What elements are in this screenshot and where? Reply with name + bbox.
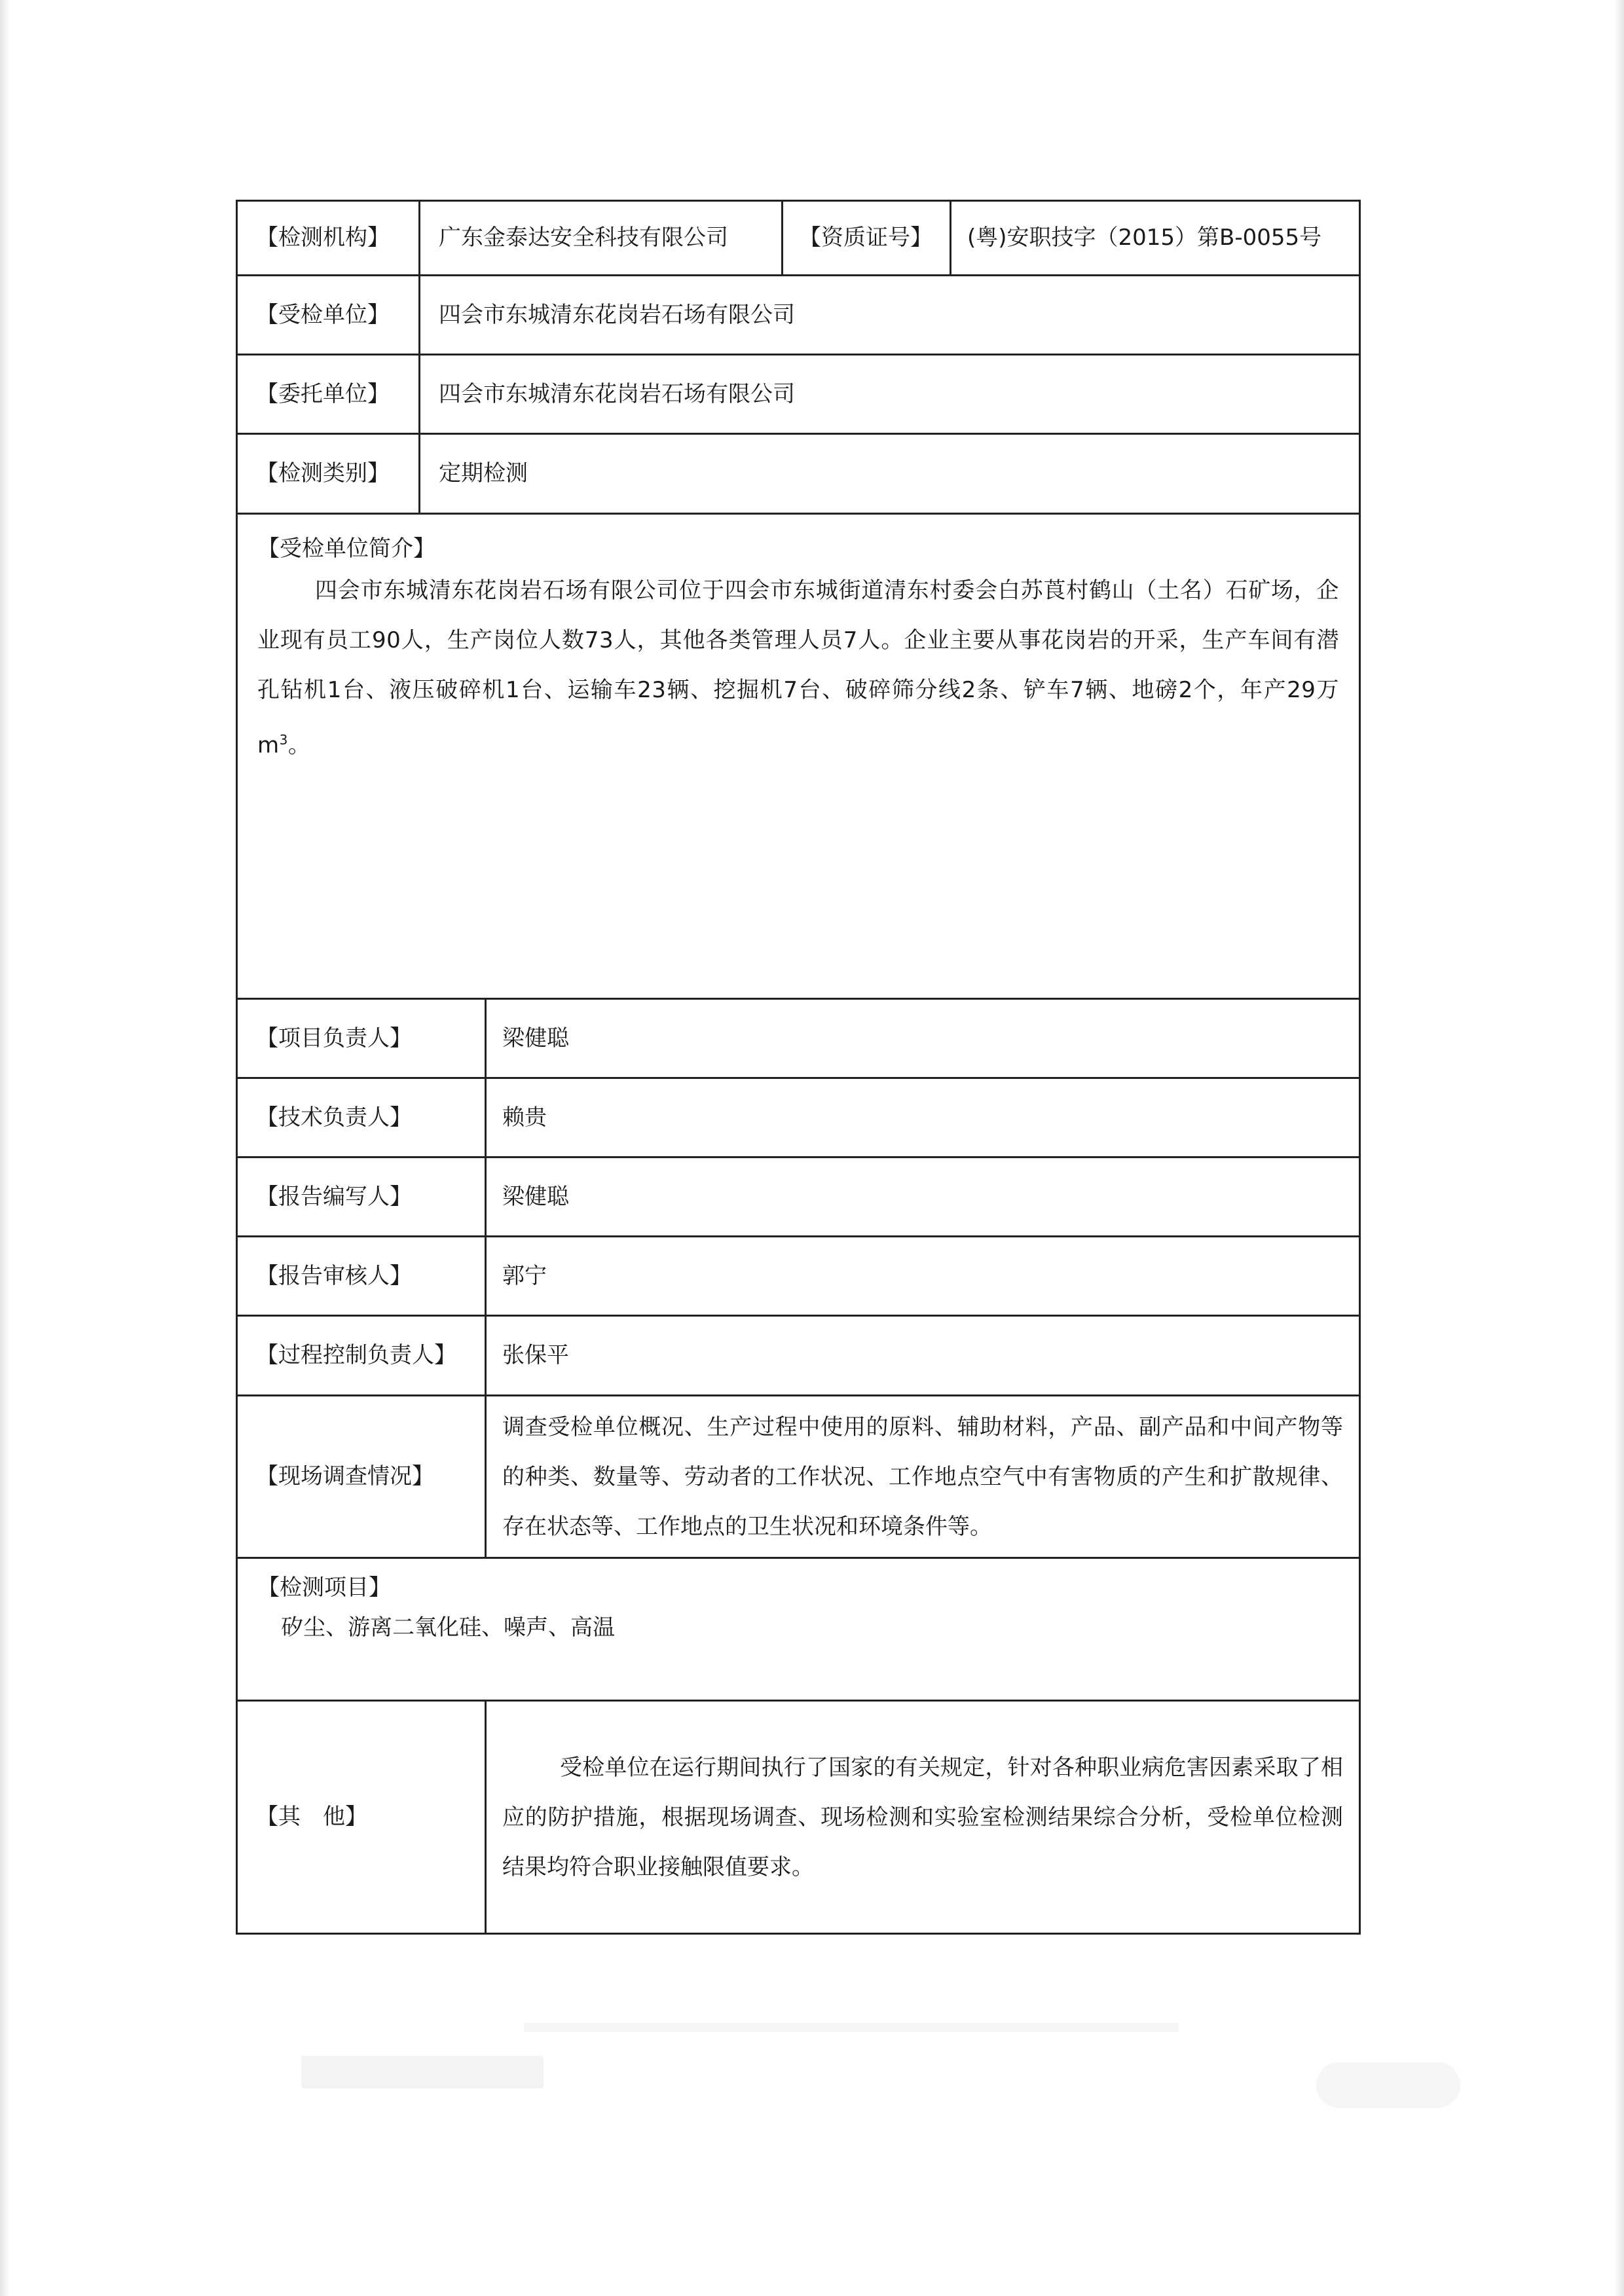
label-site-survey: 【现场调查情况】 [238, 1396, 487, 1557]
row-testing-agency [236, 200, 1361, 276]
row-other [236, 1702, 1361, 1935]
label-commissioning-unit: 【委托单位】 [238, 355, 420, 433]
value-test-category: 定期检测 [439, 460, 528, 487]
report-summary-table [236, 200, 1361, 1935]
value-testing-agency: 广东金泰达安全科技有限公司 [420, 202, 783, 274]
value-qualification-no: (粤)安职技字（2015）第B-0055号 [967, 225, 1322, 251]
row-test-category [236, 435, 1361, 515]
value-process-control-leader: 张保平 [502, 1342, 569, 1369]
row-report-reviewer [236, 1237, 1361, 1317]
scan-artifact-smudge-round [1316, 2062, 1460, 2108]
value-report-writer: 梁健聪 [502, 1183, 569, 1210]
value-site-survey: 调查受检单位概况、生产过程中使用的原料、辅助材料，产品、副产品和中间产物等的种类、数量等、劳动者的工作状况、工作地点空气中有害物质的产生和扩散规律、存在状态等、工作地点的卫生状况和环境条件等。 [502, 1413, 1343, 1540]
site-survey-cell [487, 1396, 1359, 1557]
row-unit-intro [236, 515, 1361, 1000]
label-project-leader: 【项目负责人】 [238, 1000, 487, 1077]
row-inspected-unit [236, 276, 1361, 355]
other-cell [487, 1702, 1359, 1933]
test-items-heading: 【检测项目】 [257, 1575, 391, 1601]
unit-intro-heading: 【受检单位简介】 [257, 536, 435, 562]
value-report-reviewer: 郭宁 [502, 1262, 547, 1289]
scan-edge-left [0, 0, 9, 2296]
value-other: 受检单位在运行期间执行了国家的有关规定，针对各种职业病危害因素采取了相应的防护措施，根据现场调查、现场检测和实验室检测结果综合分析，受检单位检测结果均符合职业接触限值要求。 [502, 1754, 1343, 1880]
label-report-writer: 【报告编写人】 [238, 1158, 487, 1235]
unit-intro-block [238, 515, 1359, 770]
row-test-items [236, 1559, 1361, 1702]
value-inspected-unit: 四会市东城清东花岗岩石场有限公司 [439, 301, 795, 328]
row-report-writer [236, 1158, 1361, 1237]
scan-artifact-line [524, 2023, 1179, 2032]
label-test-category: 【检测类别】 [238, 435, 420, 513]
value-project-leader: 梁健聪 [502, 1025, 569, 1051]
unit-intro-end: 。 [287, 732, 311, 759]
label-qualification-no: 【资质证号】 [783, 202, 951, 274]
test-items-block [238, 1559, 1359, 1650]
scan-edge-right [1615, 0, 1624, 2296]
label-process-control-leader: 【过程控制负责人】 [238, 1317, 487, 1394]
value-commissioning-unit: 四会市东城清东花岗岩石场有限公司 [439, 380, 795, 407]
label-report-reviewer: 【报告审核人】 [238, 1237, 487, 1315]
unit-intro-sup: 3 [279, 732, 288, 748]
unit-intro-text [257, 566, 1339, 770]
unit-intro-body: 四会市东城清东花岗岩石场有限公司位于四会市东城街道清东村委会白苏莨村鹤山（土名）石矿场，企业现有员工90人，生产岗位人数73人，其他各类管理人员7人。企业主要从事花岗岩的开采，生产车间有潜孔钻机1台、液压破碎机1台、运输车23辆、挖掘机7台、破碎筛分线2条、铲车7辆、地磅2个，年产29万m [257, 577, 1339, 759]
label-inspected-unit: 【受检单位】 [238, 276, 420, 354]
row-technical-leader [236, 1079, 1361, 1158]
scan-artifact-smudge [301, 2056, 544, 2088]
label-other: 【其 他】 [238, 1702, 487, 1933]
row-process-control-leader [236, 1317, 1361, 1396]
value-technical-leader: 赖贵 [502, 1104, 547, 1131]
row-commissioning-unit [236, 355, 1361, 435]
label-technical-leader: 【技术负责人】 [238, 1079, 487, 1156]
value-test-items: 矽尘、游离二氧化硅、噪声、高温 [281, 1614, 615, 1641]
row-project-leader [236, 1000, 1361, 1079]
row-site-survey [236, 1396, 1361, 1559]
label-testing-agency: 【检测机构】 [238, 202, 420, 274]
